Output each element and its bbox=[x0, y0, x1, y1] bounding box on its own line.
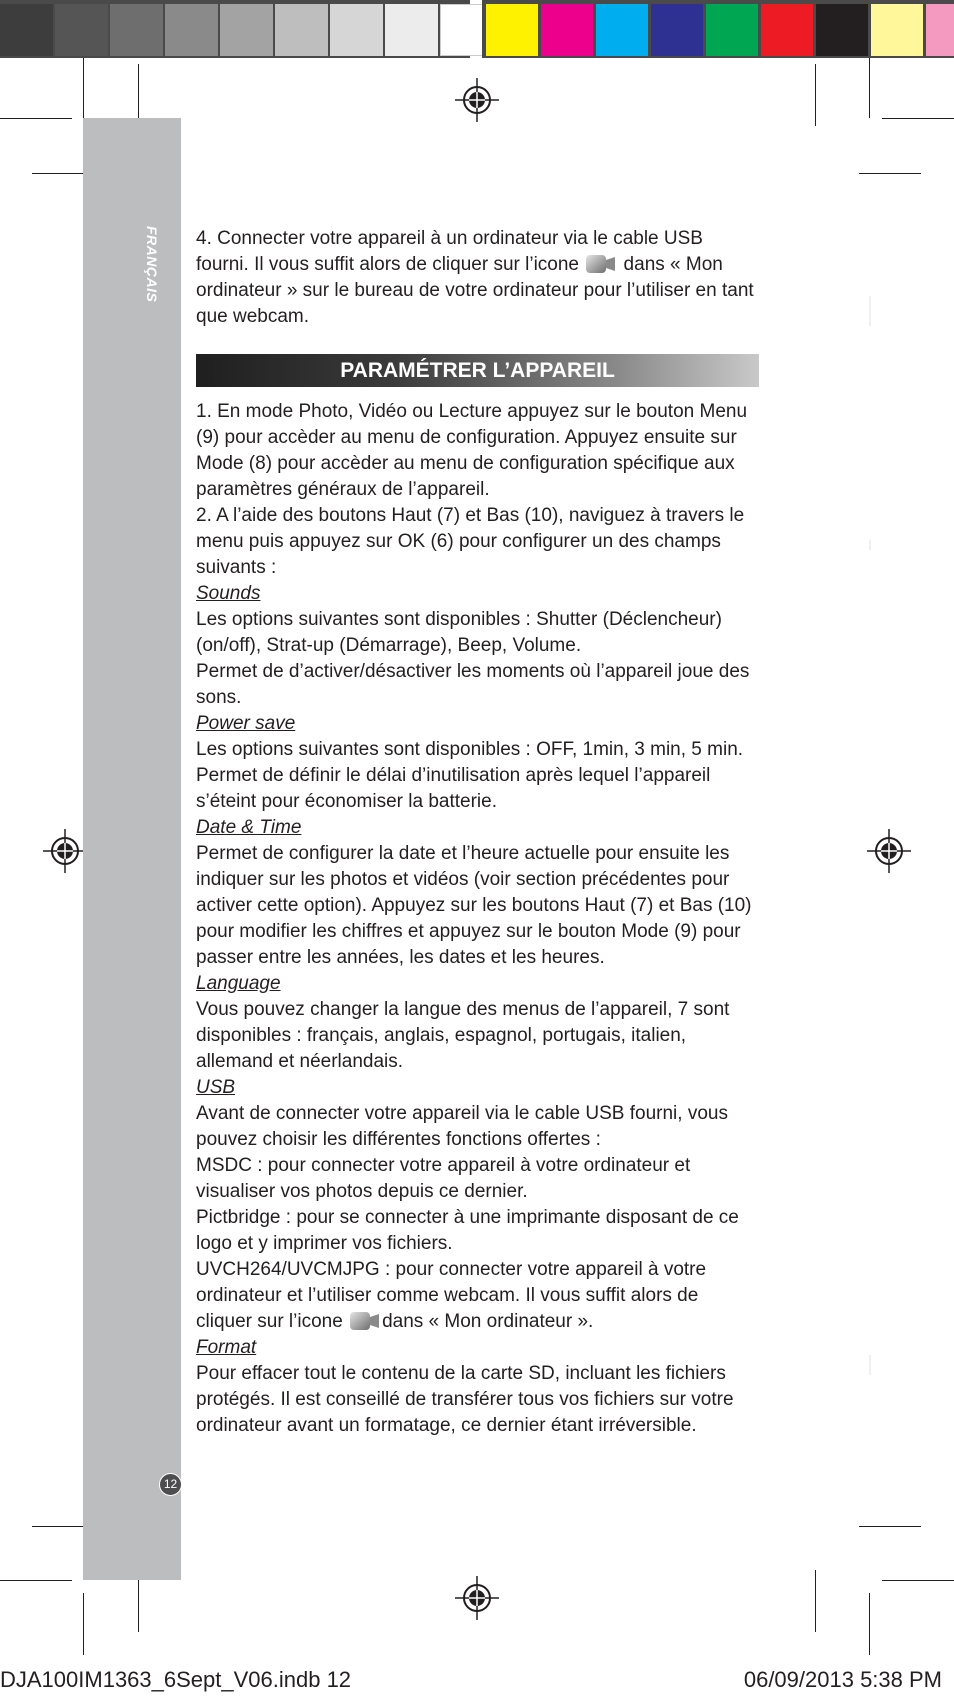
sounds-text: Les options suivantes sont disponibles : Shutter (Déclencheur) (on/off), Strat-up (Démarrage), Beep, Volume. bbox=[196, 609, 722, 656]
crop-mark bbox=[859, 173, 921, 174]
process-color-swatch bbox=[651, 4, 703, 56]
gray-step-swatch bbox=[385, 4, 438, 56]
language-label: FRANÇAIS bbox=[144, 226, 160, 303]
color-calibration-bar bbox=[0, 0, 954, 58]
ghost-mark bbox=[869, 1355, 871, 1375]
date-time-text: Permet de configurer la date et l’heure actuelle pour ensuite les indiquer sur les photos et vidéos (voir section précédentes pour activer cette option). Appuyez sur les boutons Haut (7) et Bas (10) pour modifier les chiffres et appuyez sur le bouton Mode (9) pour passer entre les années, les dates et les heures. bbox=[196, 843, 752, 968]
process-color-swatch bbox=[926, 4, 954, 56]
gray-step-swatch bbox=[330, 4, 383, 56]
page-sidebar bbox=[83, 118, 181, 1580]
page-number: 12 bbox=[159, 1473, 182, 1496]
date-time-heading: Date & Time bbox=[196, 817, 302, 838]
usb-text: Pictbridge : pour se connecter à une imprimante disposant de ce logo et y imprimer vos fichiers. bbox=[196, 1207, 739, 1254]
power-save-heading: Power save bbox=[196, 713, 296, 734]
registration-mark-icon bbox=[455, 1576, 499, 1620]
gray-step-swatch bbox=[275, 4, 328, 56]
registration-mark-icon bbox=[867, 829, 911, 873]
process-color-swatch bbox=[541, 4, 593, 56]
gray-step-swatch bbox=[165, 4, 218, 56]
setup-step-1: 1. En mode Photo, Vidéo ou Lecture appuyez sur le bouton Menu (9) pour accèder au menu de configuration. Appuyez ensuite sur Mode (8) pour accèder au menu de configuration spécifique aux paramètres généraux de l’appareil. bbox=[196, 401, 748, 500]
usb-text: MSDC : pour connecter votre appareil à votre ordinateur et visualiser vos photos depuis ce dernier. bbox=[196, 1155, 691, 1202]
ghost-mark bbox=[869, 296, 871, 326]
crop-mark bbox=[83, 1593, 84, 1655]
process-color-swatch bbox=[761, 4, 813, 56]
process-color-swatch bbox=[816, 4, 868, 56]
language-heading: Language bbox=[196, 973, 281, 994]
gray-step-swatch bbox=[0, 4, 53, 56]
language-text: Vous pouvez changer la langue des menus de l’appareil, 7 sont disponibles : français, anglais, espagnol, portugais, italien, allemand et néerlandais. bbox=[196, 999, 730, 1072]
crop-mark bbox=[869, 1593, 870, 1655]
ghost-mark bbox=[869, 540, 871, 550]
crop-mark bbox=[0, 118, 72, 119]
crop-mark bbox=[138, 64, 139, 126]
usb-text: Avant de connecter votre appareil via le cable USB fourni, vous pouvez choisir les différentes fonctions offertes : bbox=[196, 1103, 728, 1150]
footer-file-info: DJA100IM1363_6Sept_V06.indb 12 bbox=[0, 1667, 352, 1692]
sounds-text: Permet de d’activer/désactiver les moments où l’appareil joue des sons. bbox=[196, 661, 750, 708]
sounds-heading: Sounds bbox=[196, 583, 261, 604]
process-color-swatch bbox=[486, 4, 538, 56]
process-color-swatch bbox=[706, 4, 758, 56]
crop-mark bbox=[83, 58, 84, 118]
crop-mark bbox=[882, 118, 954, 119]
crop-mark bbox=[0, 1580, 72, 1581]
gray-step-swatch bbox=[220, 4, 273, 56]
process-color-swatch bbox=[871, 4, 923, 56]
usb-heading: USB bbox=[196, 1077, 236, 1098]
format-heading: Format bbox=[196, 1337, 257, 1358]
footer-datetime: 06/09/2013 5:38 PM bbox=[743, 1667, 942, 1692]
intro-step-4: 4. Connecter votre appareil à un ordinateur via le cable USB fourni. Il vous suffit alors de cliquer sur l’icone dans « Mon ordinateur » sur le bureau de votre ordinateur pour l’utiliser en tant que webcam. bbox=[196, 228, 754, 327]
registration-mark-icon bbox=[455, 78, 499, 122]
webcam-device-icon bbox=[584, 252, 618, 276]
crop-mark bbox=[869, 58, 870, 118]
crop-mark bbox=[815, 64, 816, 126]
section-title: PARAMÉTRER L’APPAREIL bbox=[196, 354, 759, 387]
power-save-text: Permet de définir le délai d’inutilisation après lequel l’appareil s’éteint pour économiser la batterie. bbox=[196, 765, 711, 812]
page-content bbox=[196, 226, 759, 1439]
process-color-swatch bbox=[596, 4, 648, 56]
crop-mark bbox=[882, 1580, 954, 1581]
gray-step-swatch bbox=[110, 4, 163, 56]
format-text: Pour effacer tout le contenu de la carte SD, incluant les fichiers protégés. Il est conseillé de transférer tous vos fichiers sur votre ordinateur avant un formatage, ce dernier étant irréversible. bbox=[196, 1363, 734, 1436]
registration-mark-icon bbox=[43, 829, 87, 873]
crop-mark bbox=[859, 1526, 921, 1527]
power-save-text: Les options suivantes sont disponibles : OFF, 1min, 3 min, 5 min. bbox=[196, 739, 744, 760]
setup-step-2: 2. A l’aide des boutons Haut (7) et Bas (10), naviguez à travers le menu puis appuyez sur OK (6) pour configurer un des champs suivants : bbox=[196, 505, 745, 578]
crop-mark bbox=[815, 1570, 816, 1632]
webcam-device-icon bbox=[348, 1309, 382, 1333]
usb-uvc-text: UVCH264/UVCMJPG : pour connecter votre appareil à votre ordinateur et l’utiliser comme webcam. Il vous suffit alors de cliquer sur l’icone dans « Mon ordinateur ». bbox=[196, 1259, 707, 1332]
gray-step-swatch bbox=[55, 4, 108, 56]
